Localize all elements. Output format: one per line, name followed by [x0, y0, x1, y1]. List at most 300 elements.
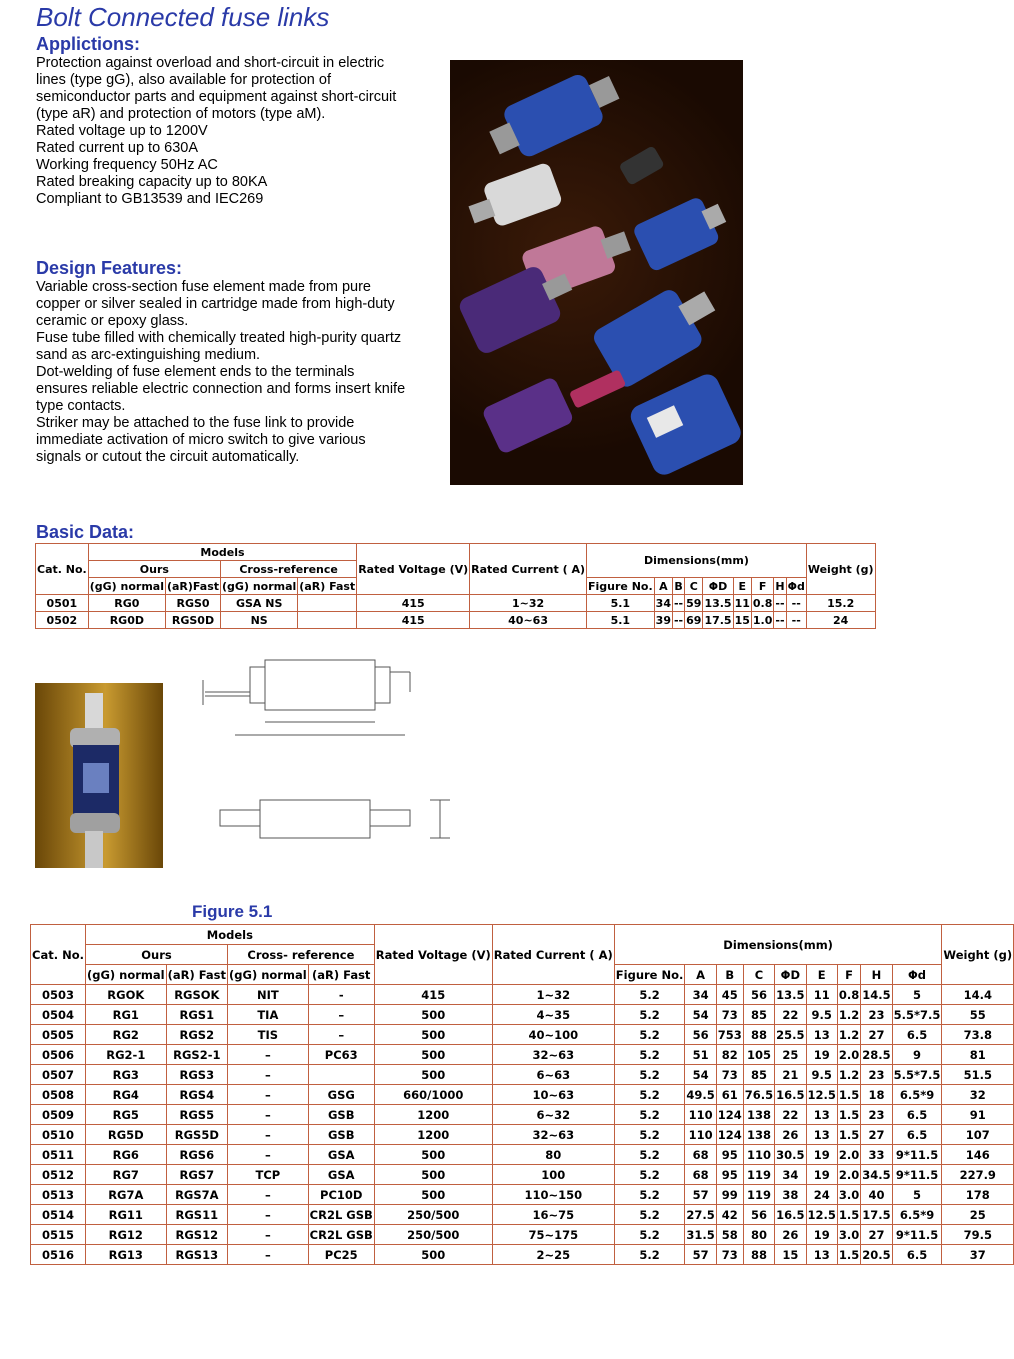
cell: 32	[942, 1085, 1014, 1105]
cell: 85	[743, 1005, 774, 1025]
cell: GSG	[308, 1085, 374, 1105]
cell: 0506	[31, 1045, 86, 1065]
cell: 9.5	[806, 1005, 837, 1025]
cell: 99	[716, 1185, 743, 1205]
col-header-voltage: Rated Voltage (V)	[374, 925, 492, 985]
cell: RGS11	[166, 1205, 227, 1225]
cell: RGOK	[85, 985, 166, 1005]
cell: 76.5	[743, 1085, 774, 1105]
cell: –	[228, 1245, 309, 1265]
cell: 0515	[31, 1225, 86, 1245]
cell: 24	[806, 1185, 837, 1205]
cell: RGS2	[166, 1025, 227, 1045]
cell: 19	[806, 1165, 837, 1185]
applications-line: Rated voltage up to 1200V	[36, 123, 208, 139]
cell: 25	[942, 1205, 1014, 1225]
cell: 753	[716, 1025, 743, 1045]
cell: 660/1000	[374, 1085, 492, 1105]
cell: 68	[685, 1145, 716, 1165]
cell: 91	[942, 1105, 1014, 1125]
col-header-figure: Figure No.	[614, 965, 685, 985]
cell	[308, 1065, 374, 1085]
cell: 1.0	[752, 613, 773, 627]
cell: CR2L GSB	[308, 1225, 374, 1245]
cell: –	[228, 1205, 309, 1225]
cell: 57	[685, 1245, 716, 1265]
cell: PC25	[308, 1245, 374, 1265]
cell: 5.2	[614, 985, 685, 1005]
cell: 56	[743, 985, 774, 1005]
col-header-phi-d: ΦD	[775, 965, 806, 985]
cell: 13	[806, 1245, 837, 1265]
cell: –	[228, 1105, 309, 1125]
col-header-weight: Weight (g)	[942, 925, 1014, 985]
col-header-dimensions: Dimensions(mm)	[587, 544, 807, 578]
cell: 57	[685, 1185, 716, 1205]
cell: RGS0D	[165, 612, 220, 629]
cell: 9*11.5	[892, 1165, 942, 1185]
table-row	[31, 1185, 1014, 1205]
cell: 19	[806, 1145, 837, 1165]
cell: RG13	[85, 1245, 166, 1265]
cell: 79.5	[942, 1225, 1014, 1245]
cell: 1200	[374, 1105, 492, 1125]
cell: 40~63	[470, 612, 587, 629]
cell: 11	[734, 596, 750, 610]
cell: 5.2	[614, 1085, 685, 1105]
cell: 9*11.5	[892, 1225, 942, 1245]
cell: 28.5	[861, 1045, 892, 1065]
cell: 138	[743, 1105, 774, 1125]
col-header-cross: Cross-reference	[221, 561, 357, 578]
cell: 6.5	[892, 1105, 942, 1125]
cell: GSB	[308, 1105, 374, 1125]
col-header-models: Models	[85, 925, 374, 945]
cell: 5.2	[614, 1125, 685, 1145]
cell: 32~63	[492, 1045, 614, 1065]
applications-line: Rated breaking capacity up to 80KA	[36, 174, 268, 190]
cell: 27	[861, 1225, 892, 1245]
cell: 95	[716, 1145, 743, 1165]
col-header-models: Models	[88, 544, 356, 561]
cell: 110~150	[492, 1185, 614, 1205]
figure-5-1-table	[30, 924, 1014, 1265]
page-title: Bolt Connected fuse links	[36, 2, 330, 32]
cell: 73.8	[942, 1025, 1014, 1045]
cell: 5.2	[614, 1145, 685, 1165]
cell: 0516	[31, 1245, 86, 1265]
cell: 5.2	[614, 1245, 685, 1265]
cell: NIT	[228, 985, 309, 1005]
cell: -	[308, 985, 374, 1005]
cell: 0514	[31, 1205, 86, 1225]
cell: 80	[492, 1145, 614, 1165]
table-row	[31, 1105, 1014, 1125]
cell: 39	[655, 613, 671, 627]
cell: 110	[743, 1145, 774, 1165]
col-header-cross-gg: (gG) normal	[222, 579, 297, 593]
cell: 415	[374, 985, 492, 1005]
design-line: Dot-welding of fuse element ends to the terminals	[36, 364, 355, 380]
single-fuse-illustration	[35, 683, 163, 868]
cell: 34	[685, 985, 716, 1005]
cell: 4~35	[492, 1005, 614, 1025]
cell: 80	[743, 1225, 774, 1245]
cell: 45	[716, 985, 743, 1005]
col-header-c: C	[743, 965, 774, 985]
cell: 5.2	[614, 1025, 685, 1045]
cell: 5	[892, 1185, 942, 1205]
cell: 22	[775, 1105, 806, 1125]
cell: 1200	[374, 1125, 492, 1145]
cell: 95	[716, 1165, 743, 1185]
cell: 13	[806, 1025, 837, 1045]
cell: –	[228, 1185, 309, 1205]
cell: RGSOK	[166, 985, 227, 1005]
cell: 33	[861, 1145, 892, 1165]
cell: 12.5	[806, 1205, 837, 1225]
figure-caption: Figure 5.1	[192, 902, 273, 921]
cell: 105	[743, 1045, 774, 1065]
cell: GSA NS	[221, 595, 298, 612]
cell: 500	[374, 1245, 492, 1265]
cell: 124	[716, 1125, 743, 1145]
cell: 54	[685, 1005, 716, 1025]
col-header-phi-small-d: Φd	[892, 965, 942, 985]
cell: 34	[655, 596, 671, 610]
fuse-links-illustration	[450, 60, 743, 485]
cell: 6~32	[492, 1105, 614, 1125]
cell: 30.5	[775, 1145, 806, 1165]
cell: 5.2	[614, 1205, 685, 1225]
cell: 13	[806, 1125, 837, 1145]
cell: 107	[942, 1125, 1014, 1145]
cell: 124	[716, 1105, 743, 1125]
cell: 25	[775, 1045, 806, 1065]
col-header-ar: (aR)Fast	[166, 579, 220, 593]
cell: RGS7	[166, 1165, 227, 1185]
cell: 0503	[31, 985, 86, 1005]
cell: 37	[942, 1245, 1014, 1265]
basic-data-table	[35, 543, 876, 629]
applications-line: (type aR) and protection of motors (type aM).	[36, 106, 326, 122]
cell: 15	[734, 613, 750, 627]
cell: PC10D	[308, 1185, 374, 1205]
design-line: ceramic or epoxy glass.	[36, 313, 189, 329]
applications-line: Working frequency 50Hz AC	[36, 157, 218, 173]
cell: 82	[716, 1045, 743, 1065]
cell: –	[228, 1045, 309, 1065]
cell: 58	[716, 1225, 743, 1245]
cell: 19	[806, 1045, 837, 1065]
col-header-voltage: Rated Voltage (V)	[357, 544, 470, 595]
cell: 15	[775, 1245, 806, 1265]
cell: RGS6	[166, 1145, 227, 1165]
cell: 22	[775, 1005, 806, 1025]
design-text	[36, 279, 446, 466]
cell: 2.0	[837, 1145, 860, 1165]
cell: 9	[892, 1045, 942, 1065]
cell: 85	[743, 1065, 774, 1085]
cell: 5.2	[614, 1105, 685, 1125]
cell: RG11	[85, 1205, 166, 1225]
cell: 14.4	[942, 985, 1014, 1005]
cell: 13	[806, 1105, 837, 1125]
cell: –	[228, 1125, 309, 1145]
cell: 10~63	[492, 1085, 614, 1105]
col-header-a: A	[685, 965, 716, 985]
cell: --	[673, 596, 684, 610]
col-header-current: Rated Current ( A)	[492, 925, 614, 985]
cell: 88	[743, 1025, 774, 1045]
cell: 38	[775, 1185, 806, 1205]
cell: 24	[806, 612, 875, 629]
col-header-a: A	[654, 578, 672, 595]
cell	[298, 595, 357, 612]
cell: 0501	[36, 595, 89, 612]
cell: RG5D	[85, 1125, 166, 1145]
table-row	[31, 1165, 1014, 1185]
table-row	[36, 612, 876, 629]
design-line: copper or silver sealed in cartridge made from high-duty	[36, 296, 395, 312]
cell: 3.0	[837, 1225, 860, 1245]
cell: 56	[685, 1025, 716, 1045]
design-line: type contacts.	[36, 398, 126, 414]
cell: 1~32	[470, 595, 587, 612]
table-row	[31, 1085, 1014, 1105]
design-line: immediate activation of micro switch to give various	[36, 432, 366, 448]
cell: 49.5	[685, 1085, 716, 1105]
cell: 23	[861, 1105, 892, 1125]
cell: 1.5	[837, 1085, 860, 1105]
cell: 0507	[31, 1065, 86, 1085]
col-header-h: H	[861, 965, 892, 985]
cell: 14.5	[861, 985, 892, 1005]
cell: 138	[743, 1125, 774, 1145]
design-line: Striker may be attached to the fuse link to provide	[36, 415, 355, 431]
basic-data-heading: Basic Data:	[36, 522, 135, 542]
cell: 16.5	[775, 1205, 806, 1225]
cell: 6.5*9	[892, 1205, 942, 1225]
col-header-ar: (aR) Fast	[166, 965, 227, 985]
cell: GSA	[308, 1145, 374, 1165]
cell: RGS4	[166, 1085, 227, 1105]
cell: GSA	[308, 1165, 374, 1185]
col-header-cross-gg: (gG) normal	[228, 965, 309, 985]
table-row	[31, 1065, 1014, 1085]
design-line: ensures reliable electric connection and forms insert knife	[36, 381, 406, 397]
cell: 5.1	[587, 612, 655, 629]
col-header-f: F	[837, 965, 860, 985]
cell: 15.2	[806, 595, 875, 612]
col-header-ours: Ours	[85, 945, 227, 965]
cell: 5.2	[614, 1165, 685, 1185]
cell: 54	[685, 1065, 716, 1085]
cell: 1.5	[837, 1125, 860, 1145]
cell: TIS	[228, 1025, 309, 1045]
cell: 20.5	[861, 1245, 892, 1265]
cell: RG2-1	[85, 1045, 166, 1065]
applications-line: Protection against overload and short-circuit in electric	[36, 55, 385, 71]
col-header-b: B	[674, 579, 683, 593]
applications-line: semiconductor parts and equipment against short-circuit	[36, 89, 397, 105]
table-row	[36, 595, 876, 612]
applications-heading: Applictions:	[36, 34, 140, 54]
cell: 73	[716, 1065, 743, 1085]
cell: 40~100	[492, 1025, 614, 1045]
cell: 5.2	[614, 1005, 685, 1025]
cell: RG2	[85, 1025, 166, 1045]
design-heading: Design Features:	[36, 258, 183, 278]
cell: 500	[374, 1145, 492, 1165]
cell: 69	[686, 613, 702, 627]
col-header-phi-small-d: Φd	[787, 579, 805, 593]
cell: 51	[685, 1045, 716, 1065]
applications-line: Compliant to GB13539 and IEC269	[36, 191, 264, 207]
cell: 51.5	[942, 1065, 1014, 1085]
cell: 500	[374, 1165, 492, 1185]
cell: 0504	[31, 1005, 86, 1025]
cell: 500	[374, 1025, 492, 1045]
cell: 34.5	[861, 1165, 892, 1185]
cell: RGS1	[166, 1005, 227, 1025]
cell: 61	[716, 1085, 743, 1105]
cell: –	[228, 1145, 309, 1165]
figure-5-1-table-body	[31, 985, 1014, 1265]
col-header-cat: Cat. No.	[31, 925, 86, 985]
table-row	[31, 1125, 1014, 1145]
cell: 25.5	[775, 1025, 806, 1045]
cell: 110	[685, 1125, 716, 1145]
cell: 59	[686, 596, 702, 610]
cell: 2~25	[492, 1245, 614, 1265]
cell: RG12	[85, 1225, 166, 1245]
cell: 23	[861, 1005, 892, 1025]
cell: 0.8	[752, 596, 773, 610]
cell: 0508	[31, 1085, 86, 1105]
cell: TCP	[228, 1165, 309, 1185]
cell: RG0D	[88, 612, 165, 629]
cell: 0509	[31, 1105, 86, 1125]
col-header-current: Rated Current ( A)	[470, 544, 587, 595]
cell: --	[786, 612, 806, 629]
col-header-gg: (gG) normal	[89, 579, 164, 593]
cell: 500	[374, 1005, 492, 1025]
cell: 73	[716, 1005, 743, 1025]
table-row	[31, 1025, 1014, 1045]
col-header-phi-d: ΦD	[703, 578, 733, 595]
cell: 1.5	[837, 1245, 860, 1265]
cell: RGS7A	[166, 1185, 227, 1205]
cell: –	[308, 1005, 374, 1025]
cell: 0502	[36, 612, 89, 629]
cell: –	[308, 1025, 374, 1045]
cell: 11	[806, 985, 837, 1005]
cell: 88	[743, 1245, 774, 1265]
cell: 6.5	[892, 1025, 942, 1045]
cell: 18	[861, 1085, 892, 1105]
cell: 0.8	[837, 985, 860, 1005]
fuse-dimension-drawing	[195, 645, 455, 745]
cell: RG3	[85, 1065, 166, 1085]
design-line: signals or cutout the circuit automatically.	[36, 449, 300, 465]
cell: --	[775, 613, 785, 627]
cell: 42	[716, 1205, 743, 1225]
cell: 0511	[31, 1145, 86, 1165]
cell: 68	[685, 1165, 716, 1185]
applications-line: lines (type gG), also available for protection of	[36, 72, 331, 88]
cell: 415	[357, 612, 470, 629]
col-header-c: C	[685, 578, 703, 595]
cell: CR2L GSB	[308, 1205, 374, 1225]
cell: 73	[716, 1245, 743, 1265]
cell: 19	[806, 1225, 837, 1245]
cell: 75~175	[492, 1225, 614, 1245]
cell: 1~32	[492, 985, 614, 1005]
cell: 0513	[31, 1185, 86, 1205]
cell: RGS5	[166, 1105, 227, 1125]
cell: 250/500	[374, 1225, 492, 1245]
col-header-cross: Cross- reference	[228, 945, 375, 965]
cell: 5	[892, 985, 942, 1005]
cell: 0512	[31, 1165, 86, 1185]
cell: 250/500	[374, 1205, 492, 1225]
cell: 32~63	[492, 1125, 614, 1145]
cell: 1.2	[837, 1005, 860, 1025]
fuse-side-drawing	[205, 790, 465, 850]
cell: RG1	[85, 1005, 166, 1025]
cell: 110	[685, 1105, 716, 1125]
col-header-cross-ar: (aR) Fast	[299, 579, 356, 593]
cell: 5.2	[614, 1045, 685, 1065]
cell: 12.5	[806, 1085, 837, 1105]
cell: 5.2	[614, 1065, 685, 1085]
cell: 415	[357, 595, 470, 612]
table-row	[31, 1245, 1014, 1265]
cell: RGS5D	[166, 1125, 227, 1145]
cell: 27.5	[685, 1205, 716, 1225]
col-header-b: B	[716, 965, 743, 985]
cell: 81	[942, 1045, 1014, 1065]
cell: RGS13	[166, 1245, 227, 1265]
cell: RG4	[85, 1085, 166, 1105]
cell: RGS12	[166, 1225, 227, 1245]
cell: 178	[942, 1185, 1014, 1205]
col-header-figure: Figure No.	[588, 579, 653, 593]
cell: --	[673, 613, 684, 627]
cell: RGS2-1	[166, 1045, 227, 1065]
fuse-links-photo	[450, 60, 743, 485]
table-row	[31, 1225, 1014, 1245]
cell: 23	[861, 1065, 892, 1085]
cell: 500	[374, 1185, 492, 1205]
cell: 0505	[31, 1025, 86, 1045]
cell: 5.2	[614, 1185, 685, 1205]
cell: 5.5*7.5	[892, 1065, 942, 1085]
cell: 26	[775, 1225, 806, 1245]
cell: 16.5	[775, 1085, 806, 1105]
cell: RG5	[85, 1105, 166, 1125]
table-row	[31, 985, 1014, 1005]
col-header-cross-ar: (aR) Fast	[308, 965, 374, 985]
cell: 3.0	[837, 1185, 860, 1205]
cell: 13.5	[704, 596, 732, 610]
cell: RGS3	[166, 1065, 227, 1085]
cell: 56	[743, 1205, 774, 1225]
cell: RG6	[85, 1145, 166, 1165]
cell: 2.0	[837, 1045, 860, 1065]
cell: 40	[861, 1185, 892, 1205]
